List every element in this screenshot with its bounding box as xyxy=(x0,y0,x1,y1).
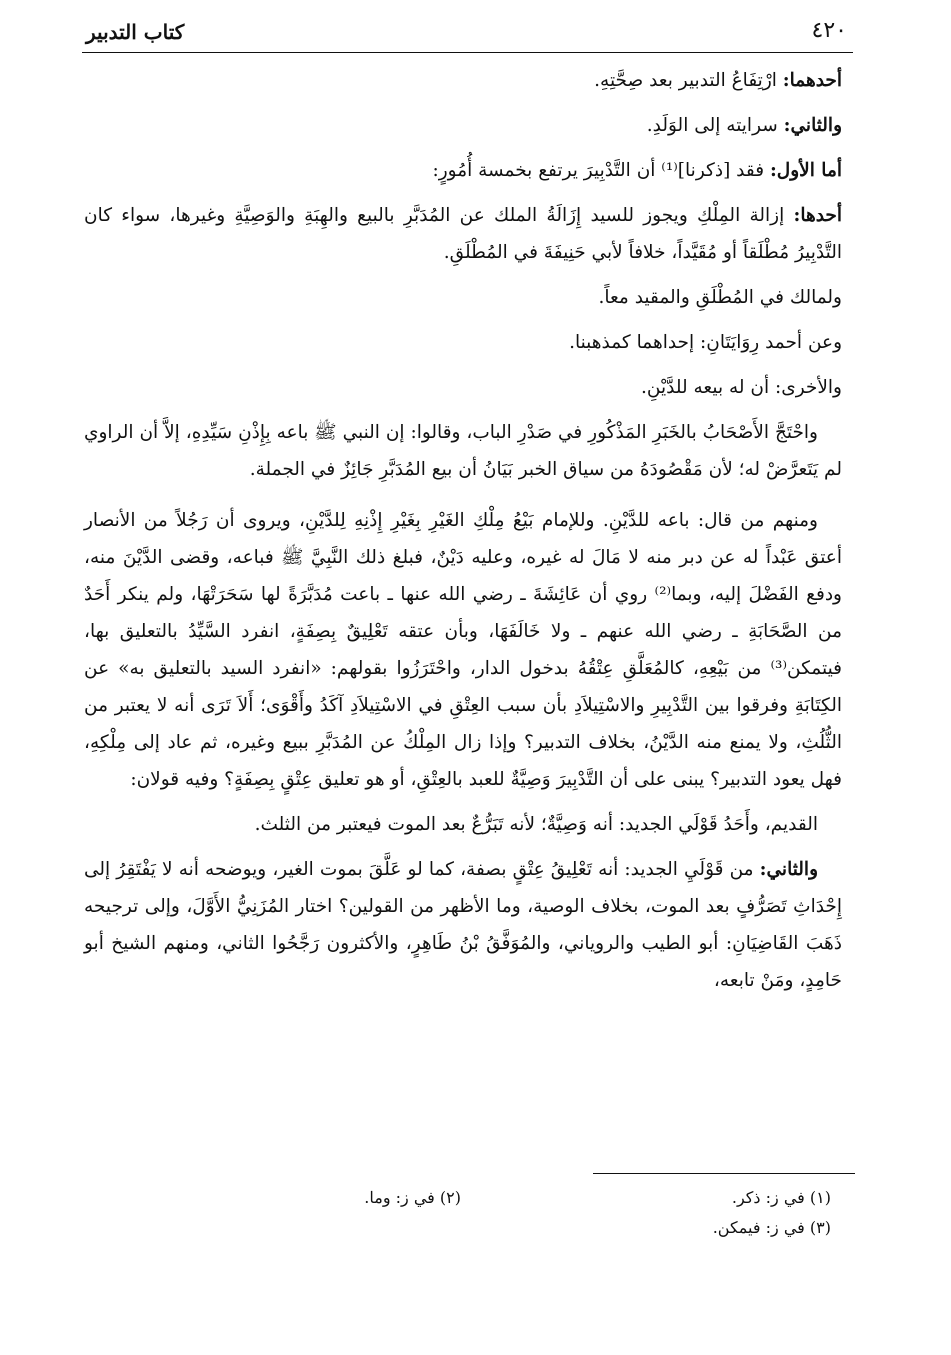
footnote-mark: (٣) xyxy=(809,1218,831,1237)
footnote xyxy=(364,1186,461,1210)
paragraph-lead: أحدها: xyxy=(793,205,842,226)
paragraph-text: والأخرى: أن له بيعه للدَّيْنِ. xyxy=(641,377,842,398)
paragraph-text: من قَوْلَيِ الجديد: أنه تَعْلِيقُ عِتْقٍ بصفة، كما لو عَلَّقَ بموت الغير، ويوضحه أنه لا يَفْتَقِرُ إلى إِحْدَاثِ تَصَرُّفٍ بعد الموت، بخلاف الوصية، وما الأظهر من القولين؟ اختار المُزَنِيُّ الأَوَّلَ، وإلى ترجيحه ذَهَبَ القَاضِيَانِ: أبو الطيب والروياني، والمُوَفَّقُ بْنُ طَاهِرٍ، والأكثرون رَجَّحُوا الثاني، ومنهم الشيخ أبو حَامِدٍ، ومَنْ تابعه، xyxy=(84,859,842,991)
paragraph xyxy=(84,369,842,406)
footnote xyxy=(732,1186,831,1210)
footnote-mark: (٢) xyxy=(439,1188,461,1207)
paragraph-lead: أحدهما: xyxy=(782,70,842,91)
footnote-text: في ز: ذكر. xyxy=(731,1188,805,1207)
paragraph-text: وعن أحمد رِوَايَتَانِ: إحداهما كمذهبنا. xyxy=(569,332,842,353)
paragraph-text: سرايته إلى الوَلَدِ. xyxy=(646,115,784,136)
paragraph-text: واحْتَجَّ الأَصْحَابُ بالخَبَرِ المَذْكُورِ في صَدْرِ الباب، وقالوا: إن النبي ﷺ باعه بِإِذْنِ سَيِّدِهِ، إلاَّ أن الراوي لم يَتَعرَّضْ له؛ لأن مَقْصُودَهُ من سياق الخبر بَيَانُ أن بيع المُدَبَّرِ جَائِزٌ في الجملة. xyxy=(84,422,842,480)
paragraph xyxy=(84,502,842,798)
paragraph-lead: والثاني: xyxy=(759,859,818,880)
paragraph-text: ارْتِفَاعُ التدبير بعد صِحَّتِهِ. xyxy=(594,70,783,91)
page-header xyxy=(82,14,853,53)
paragraph xyxy=(84,324,842,361)
paragraph-lead: والثاني: xyxy=(783,115,842,136)
paragraph xyxy=(84,414,842,488)
paragraph xyxy=(84,62,842,99)
paragraph-lead: أما الأول: xyxy=(769,160,842,181)
paragraph-text: ولمالك في المُطْلَقِ والمقيد معاً. xyxy=(598,287,842,308)
paragraph xyxy=(84,851,842,999)
footnote-divider xyxy=(593,1173,855,1174)
running-title: كتاب التدبير xyxy=(86,20,185,44)
page-number: ٤٢٠ xyxy=(811,18,847,43)
paragraph-text: فقد [ذكرنا]⁽¹⁾ أن التَّدْبِيرَ يرتفع بخمسة أُمُورٍ: xyxy=(432,160,770,181)
paragraph xyxy=(84,279,842,316)
footnote xyxy=(713,1216,831,1240)
paragraph-text: ومنهم من قال: باعه للدَّيْنِ. وللإمام بَيْعُ مِلْكِ الغَيْرِ بِغَيْرِ إِذْنِهِ لِلدَّيْنِ، ويروى أن رَجُلاً من الأنصار أعتق عَبْداً له عن دبر منه لا مَالَ له غيره، وعليه دَيْنٌ، فبلغ ذلك النَّبِيَّ ﷺ فباعه، وقضى الدَّيْنَ منه، ودفع الفَضْلَ إليه، وبما⁽²⁾ روي أن عَائِشَةَ ـ رضي الله عنها ـ باعت مُدَبَّرَةً لها سَحَرَتْهَا، ولم ينكر أَحَدٌ من الصَّحَابَةِ ـ رضي الله عنهم ـ ولا خَالَفَهَا، وبأن عتقه تَعْلِيقٌ بِصِفَةٍ، انفرد السَّيِّدُ بالتعليق بها، فيتمكن⁽³⁾ من بَيْعِهِ، كالمُعَلَّقِ عِتْقُهُ بدخول الدار، واحْتَرَزُوا بقولهم: «انفرد السيد بالتعليق به» عن الكِتَابَةِ وفرقوا بين التَّدْبِيرِ والاسْتِيلاَدِ بأن سبب العِتْقِ في الاسْتِيلاَدِ آكَدُ وأَقْوَى؛ أَلاَ تَرَى أنه لا يعتبر من الثُّلُثِ، ولا يمنع منه الدَّيْنُ، بخلاف التدبير؟ وإذا زال المِلْكُ عن المُدَبَّرِ ببيع وغيره، ثم عاد إلى مِلْكِهِ، فهل يعود التدبير؟ يبنى على أن التَّدْبِيرَ وَصِيَّةٌ للعبد بالعِتْقِ، أو هو تعليق عِتْقٍ بِصِفَةٍ؟ وفيه قولان: xyxy=(84,510,842,790)
footnote-mark: (١) xyxy=(809,1188,831,1207)
paragraph xyxy=(84,152,842,189)
paragraph xyxy=(84,806,842,843)
footnote-text: في ز: وما. xyxy=(364,1188,435,1207)
paragraph xyxy=(84,197,842,271)
footnote-text: في ز: فيمكن. xyxy=(712,1218,805,1237)
paragraph-text: القديم، وأَحَدُ قَوْلَي الجديد: أنه وَصِيَّةٌ؛ لأنه تَبَرُّعٌ بعد الموت فيعتبر من الثلث. xyxy=(254,814,818,835)
paragraph-text: إزالة المِلْكِ ويجوز للسيد إِزَالَةُ الملك عن المُدَبَّرِ بالبيع والهِبَةِ والوَصِيَّةِ وغيرها، سواء كان التَّدْبِيرُ مُطْلَقاً أو مُقَيَّداً، خلافاً لأبي حَنِيفَةَ في المُطْلَقِ. xyxy=(84,205,842,263)
paragraph xyxy=(84,107,842,144)
main-text xyxy=(84,62,842,1007)
